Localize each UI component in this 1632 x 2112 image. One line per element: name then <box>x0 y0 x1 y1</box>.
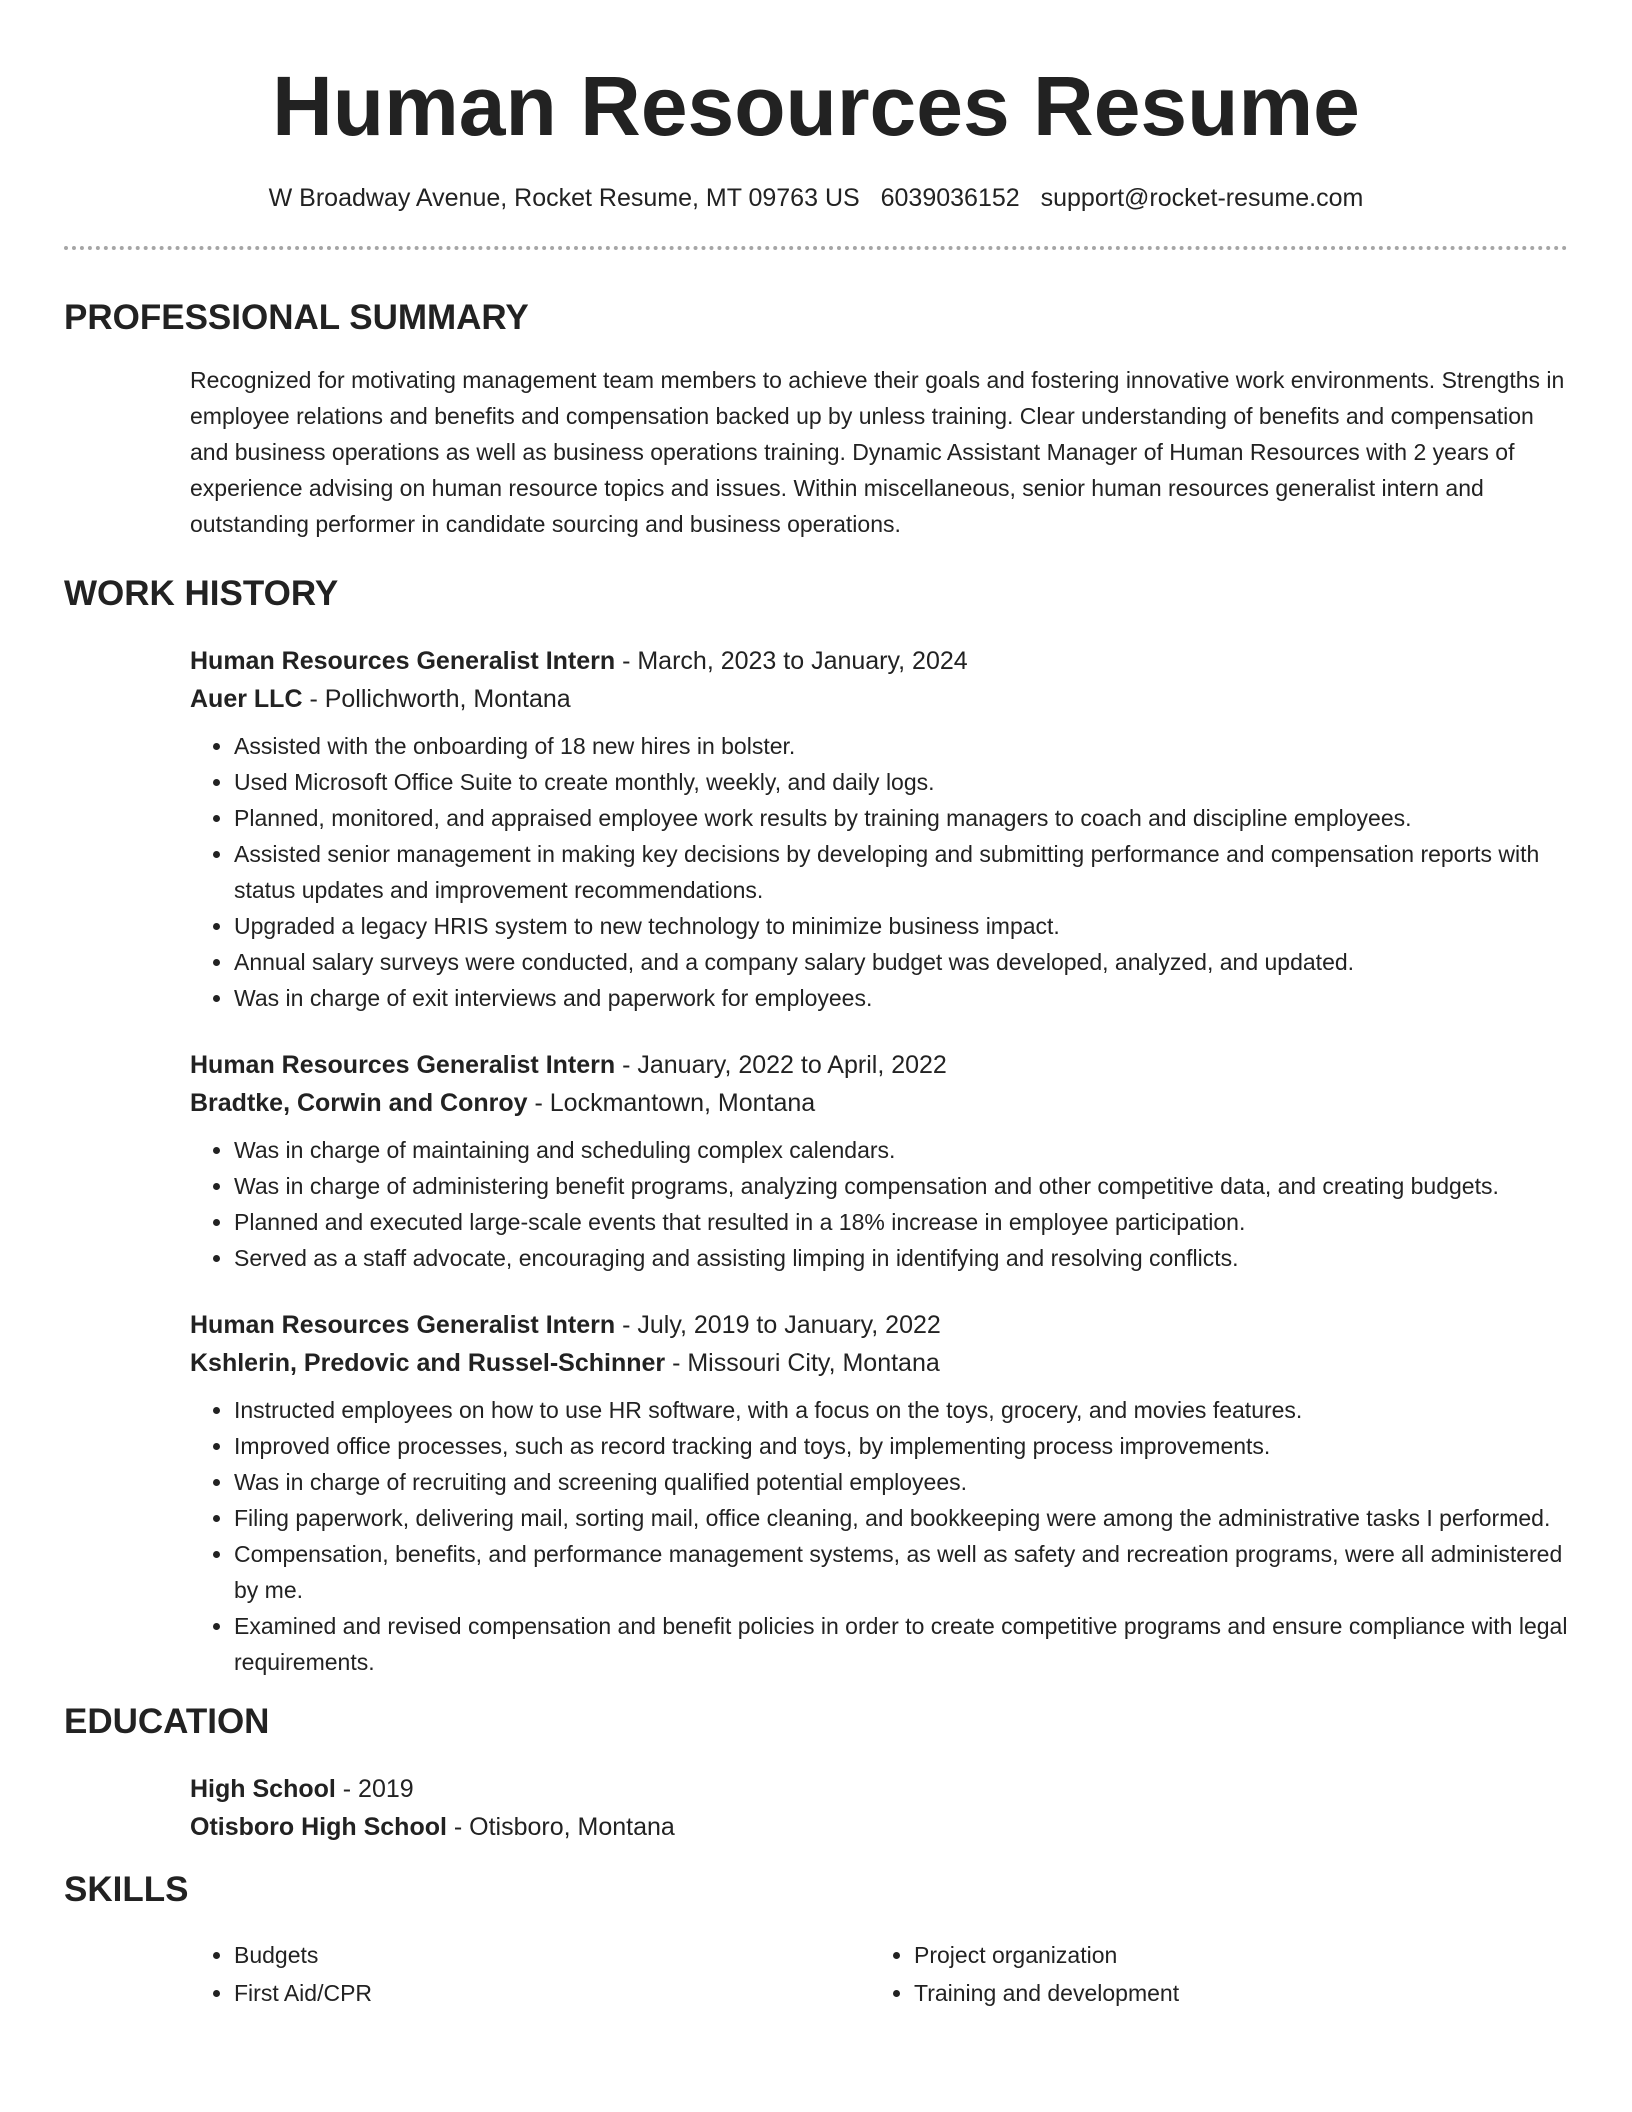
job-location: - Lockmantown, Montana <box>527 1089 816 1117</box>
skills-grid <box>190 1936 1568 2012</box>
job-entry <box>190 642 1568 1016</box>
list-item: • Improved office processes, such as record tracking and toys, by implementing process improvements. <box>234 1428 1568 1464</box>
job-role-line <box>190 1046 1568 1084</box>
section-title-work-history: WORK HISTORY <box>64 574 339 613</box>
job-company: Bradtke, Corwin and Conroy <box>190 1089 528 1117</box>
education-year: - 2019 <box>335 1775 414 1803</box>
skill-item: • First Aid/CPR <box>234 1974 870 2012</box>
education-school-line <box>190 1808 1568 1846</box>
contact-line <box>64 182 1568 214</box>
skill-item: • Training and development <box>914 1974 1550 2012</box>
skill-item: • Project organization <box>914 1936 1550 1974</box>
education-school: Otisboro High School <box>190 1813 447 1841</box>
job-bullets <box>190 1392 1568 1680</box>
job-dates: - January, 2022 to April, 2022 <box>615 1051 947 1079</box>
list-item: • Was in charge of administering benefit programs, analyzing compensation and other competitive data, and creating budgets. <box>234 1168 1568 1204</box>
list-item: • Served as a staff advocate, encouraging and assisting limping in identifying and resolving conflicts. <box>234 1240 1568 1276</box>
resume-title: Human Resources Resume <box>272 59 1360 153</box>
job-company-line <box>190 1084 1568 1122</box>
section-title-summary: PROFESSIONAL SUMMARY <box>64 298 529 337</box>
list-item: • Instructed employees on how to use HR software, with a focus on the toys, grocery, and movies features. <box>234 1392 1568 1428</box>
job-company-line <box>190 680 1568 718</box>
list-item: • Annual salary surveys were conducted, and a company salary budget was developed, analyzed, and updated. <box>234 944 1568 980</box>
job-company-line <box>190 1344 1568 1382</box>
list-item: • Filing paperwork, delivering mail, sorting mail, office cleaning, and bookkeeping were among the administrative tasks I performed. <box>234 1500 1568 1536</box>
section-title-skills: SKILLS <box>64 1870 189 1909</box>
list-item: • Planned, monitored, and appraised employee work results by training managers to coach and discipline employees. <box>234 800 1568 836</box>
list-item: • Was in charge of maintaining and scheduling complex calendars. <box>234 1132 1568 1168</box>
job-role-line <box>190 642 1568 680</box>
contact-email: support@rocket-resume.com <box>1040 184 1364 212</box>
education-entry <box>190 1770 1568 1846</box>
job-bullets <box>190 1132 1568 1276</box>
contact-address: W Broadway Avenue, Rocket Resume, MT 09763 US <box>268 184 860 212</box>
header-divider <box>64 246 1568 250</box>
list-item: • Examined and revised compensation and benefit policies in order to create competitive programs and ensure compliance with legal requirements. <box>234 1608 1568 1680</box>
job-location: - Missouri City, Montana <box>665 1349 940 1377</box>
list-item: • Assisted senior management in making key decisions by developing and submitting performance and compensation reports with status updates and improvement recommendations. <box>234 836 1568 908</box>
skills-column-left <box>190 1936 870 2012</box>
skill-item: • Budgets <box>234 1936 870 1974</box>
education-degree: High School <box>190 1775 336 1803</box>
job-location: - Pollichworth, Montana <box>302 685 571 713</box>
list-item: • Compensation, benefits, and performance management systems, as well as safety and recreation programs, were all administered by me. <box>234 1536 1568 1608</box>
job-company: Kshlerin, Predovic and Russel-Schinner <box>190 1349 666 1377</box>
list-item: • Used Microsoft Office Suite to create monthly, weekly, and daily logs. <box>234 764 1568 800</box>
job-role: Human Resources Generalist Intern <box>190 647 616 675</box>
list-item: • Was in charge of recruiting and screening qualified potential employees. <box>234 1464 1568 1500</box>
job-role: Human Resources Generalist Intern <box>190 1311 616 1339</box>
job-entry <box>190 1306 1568 1680</box>
job-dates: - March, 2023 to January, 2024 <box>615 647 968 675</box>
skills-column-right <box>870 1936 1550 2012</box>
job-entry <box>190 1046 1568 1276</box>
list-item: • Planned and executed large-scale events that resulted in a 18% increase in employee participation. <box>234 1204 1568 1240</box>
list-item: • Was in charge of exit interviews and paperwork for employees. <box>234 980 1568 1016</box>
contact-phone: 6039036152 <box>880 184 1020 212</box>
job-role-line <box>190 1306 1568 1344</box>
education-location: - Otisboro, Montana <box>446 1813 675 1841</box>
list-item: • Assisted with the onboarding of 18 new hires in bolster. <box>234 728 1568 764</box>
list-item: • Upgraded a legacy HRIS system to new technology to minimize business impact. <box>234 908 1568 944</box>
job-dates: - July, 2019 to January, 2022 <box>615 1311 941 1339</box>
job-bullets <box>190 728 1568 1016</box>
job-role: Human Resources Generalist Intern <box>190 1051 616 1079</box>
education-degree-line <box>190 1770 1568 1808</box>
section-title-education: EDUCATION <box>64 1702 270 1741</box>
job-company: Auer LLC <box>190 685 303 713</box>
summary-text: Recognized for motivating management team members to achieve their goals and fostering innovative work environments. Strengths in employee relations and benefits and compensation backed up by unless training. Clear understanding of benefits and compensation and business operations as well as business operations training. Dynamic Assistant Manager of Human Resources with 2 years of experience advising on human resource topics and issues. Within miscellaneous, senior human resources generalist intern and outstanding performer in candidate sourcing and business operations. <box>190 367 1565 537</box>
